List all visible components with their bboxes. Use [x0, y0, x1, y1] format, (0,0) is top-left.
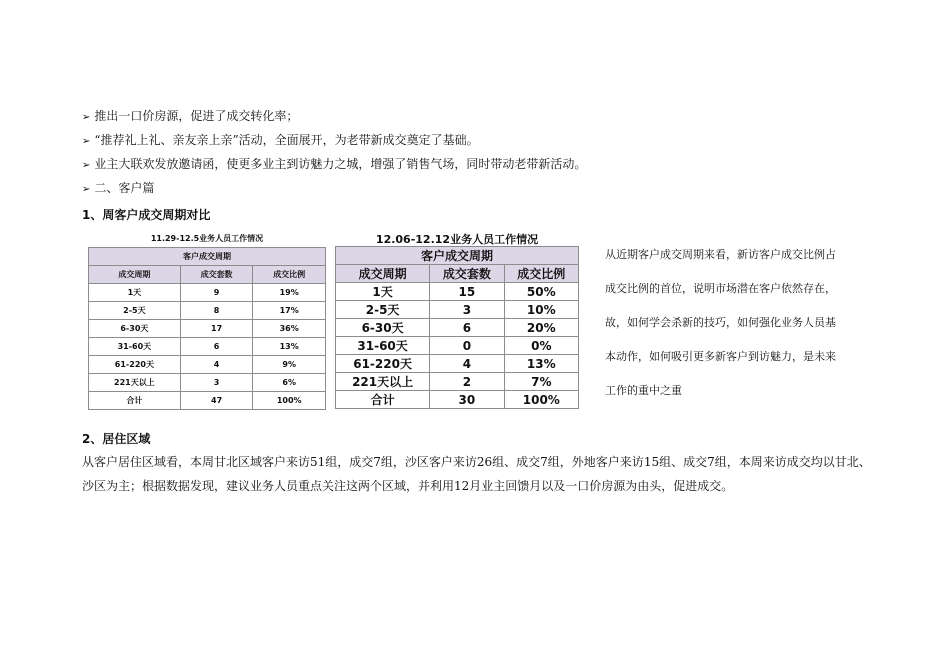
- table-cell: 20%: [504, 319, 578, 337]
- arrow-bullet-icon: ➢: [82, 136, 91, 147]
- section-title: 二、客户篇: [94, 181, 155, 195]
- table1-col-header: 成交周期: [89, 266, 181, 284]
- table-row: [89, 374, 326, 392]
- table-cell: 50%: [504, 283, 578, 301]
- side-note: [605, 238, 870, 408]
- table-cell: 1天: [336, 283, 430, 301]
- bullet-item: [82, 180, 154, 198]
- table-cell: 3: [430, 301, 504, 319]
- side-note-line: 从近期客户成交周期来看，新访客户成交比例占: [605, 248, 836, 261]
- table-cell: 30: [430, 391, 504, 409]
- table1: [88, 247, 326, 410]
- bullet-item: [82, 108, 298, 126]
- table-cell: 4: [430, 355, 504, 373]
- table-cell: 8: [180, 302, 253, 320]
- arrow-bullet-icon: ➢: [82, 160, 91, 171]
- table-row-total: [89, 392, 326, 410]
- bullet-text: 推出一口价房源，促进了成交转化率；: [94, 109, 299, 123]
- table-cell: 6%: [253, 374, 326, 392]
- side-note-line: 本动作，如何吸引更多新客户到访魅力，是未来: [605, 350, 836, 363]
- table-cell: 61-220天: [336, 355, 430, 373]
- table2-group-header: 客户成交周期: [336, 247, 579, 265]
- table-cell: 1天: [89, 284, 181, 302]
- table-cell: 0%: [504, 337, 578, 355]
- table-cell: 221天以上: [336, 373, 430, 391]
- table-row: [89, 338, 326, 356]
- section2-paragraph: 从客户居住区域看，本周甘北区域客户来访51组，成交7组，沙区客户来访26组、成交7组，外地客户来访15组、成交7组，本周来访成交均以甘北、沙区为主；根据数据发现，建议业务人员重点关注这两个区域，并利用12月业主回馈月以及一口价房源为由头，促进成交。: [82, 455, 871, 493]
- table-cell: 2-5天: [89, 302, 181, 320]
- side-note-line: 成交比例的首位，说明市场潜在客户依然存在，: [605, 282, 836, 295]
- table1-group-header: 客户成交周期: [89, 248, 326, 266]
- table-cell: 2-5天: [336, 301, 430, 319]
- section1-heading: 1、周客户成交周期对比: [82, 208, 211, 222]
- side-note-line: 故，如何学会杀新的技巧，如何强化业务人员基: [605, 316, 836, 329]
- table-cell: 15: [430, 283, 504, 301]
- table-cell: 4: [180, 356, 253, 374]
- side-note-line: 工作的重中之重: [605, 384, 682, 397]
- arrow-bullet-icon: ➢: [82, 184, 91, 195]
- table-cell: 10%: [504, 301, 578, 319]
- table-row: [336, 301, 579, 319]
- table2: [335, 246, 579, 409]
- table-cell: 61-220天: [89, 356, 181, 374]
- table-cell: 6-30天: [336, 319, 430, 337]
- bullet-item: [82, 156, 586, 174]
- table2-title: 12.06-12.12业务人员工作情况: [375, 233, 539, 246]
- table2-col-header: 成交套数: [430, 265, 504, 283]
- bullet-text: “推荐礼上礼、亲友亲上亲”活动，全面展开，为老带新成交奠定了基础。: [94, 133, 479, 147]
- table-row: [336, 373, 579, 391]
- table-cell: 3: [180, 374, 253, 392]
- table-row-total: [336, 391, 579, 409]
- table-row: [89, 356, 326, 374]
- table-cell: 100%: [504, 391, 578, 409]
- arrow-bullet-icon: ➢: [82, 112, 91, 123]
- table-row: [336, 337, 579, 355]
- table-cell: 7%: [504, 373, 578, 391]
- table-row: [89, 320, 326, 338]
- table-cell: 100%: [253, 392, 326, 410]
- table-cell: 17%: [253, 302, 326, 320]
- table-cell: 合计: [336, 391, 430, 409]
- table-row: [336, 355, 579, 373]
- table-cell: 2: [430, 373, 504, 391]
- table1-title: 11.29-12.5业务人员工作情况: [150, 234, 264, 243]
- table1-col-header: 成交比例: [253, 266, 326, 284]
- table-cell: 6: [180, 338, 253, 356]
- bullet-item: [82, 132, 479, 150]
- table-cell: 13%: [253, 338, 326, 356]
- table-cell: 6: [430, 319, 504, 337]
- table-row: [89, 302, 326, 320]
- table2-col-header: 成交比例: [504, 265, 578, 283]
- table-cell: 221天以上: [89, 374, 181, 392]
- bullet-text: 业主大联欢发放邀请函，使更多业主到访魅力之城，增强了销售气场，同时带动老带新活动。: [94, 157, 587, 171]
- table-cell: 合计: [89, 392, 181, 410]
- table-row: [336, 319, 579, 337]
- table-cell: 31-60天: [336, 337, 430, 355]
- table-cell: 36%: [253, 320, 326, 338]
- table-cell: 31-60天: [89, 338, 181, 356]
- table-cell: 19%: [253, 284, 326, 302]
- table1-col-header: 成交套数: [180, 266, 253, 284]
- table-cell: 13%: [504, 355, 578, 373]
- table2-col-header: 成交周期: [336, 265, 430, 283]
- table-cell: 0: [430, 337, 504, 355]
- table-cell: 17: [180, 320, 253, 338]
- table-cell: 47: [180, 392, 253, 410]
- table-row: [89, 284, 326, 302]
- table-cell: 6-30天: [89, 320, 181, 338]
- table-cell: 9%: [253, 356, 326, 374]
- section2-heading: 2、居住区域: [82, 432, 151, 446]
- table-row: [336, 283, 579, 301]
- table-cell: 9: [180, 284, 253, 302]
